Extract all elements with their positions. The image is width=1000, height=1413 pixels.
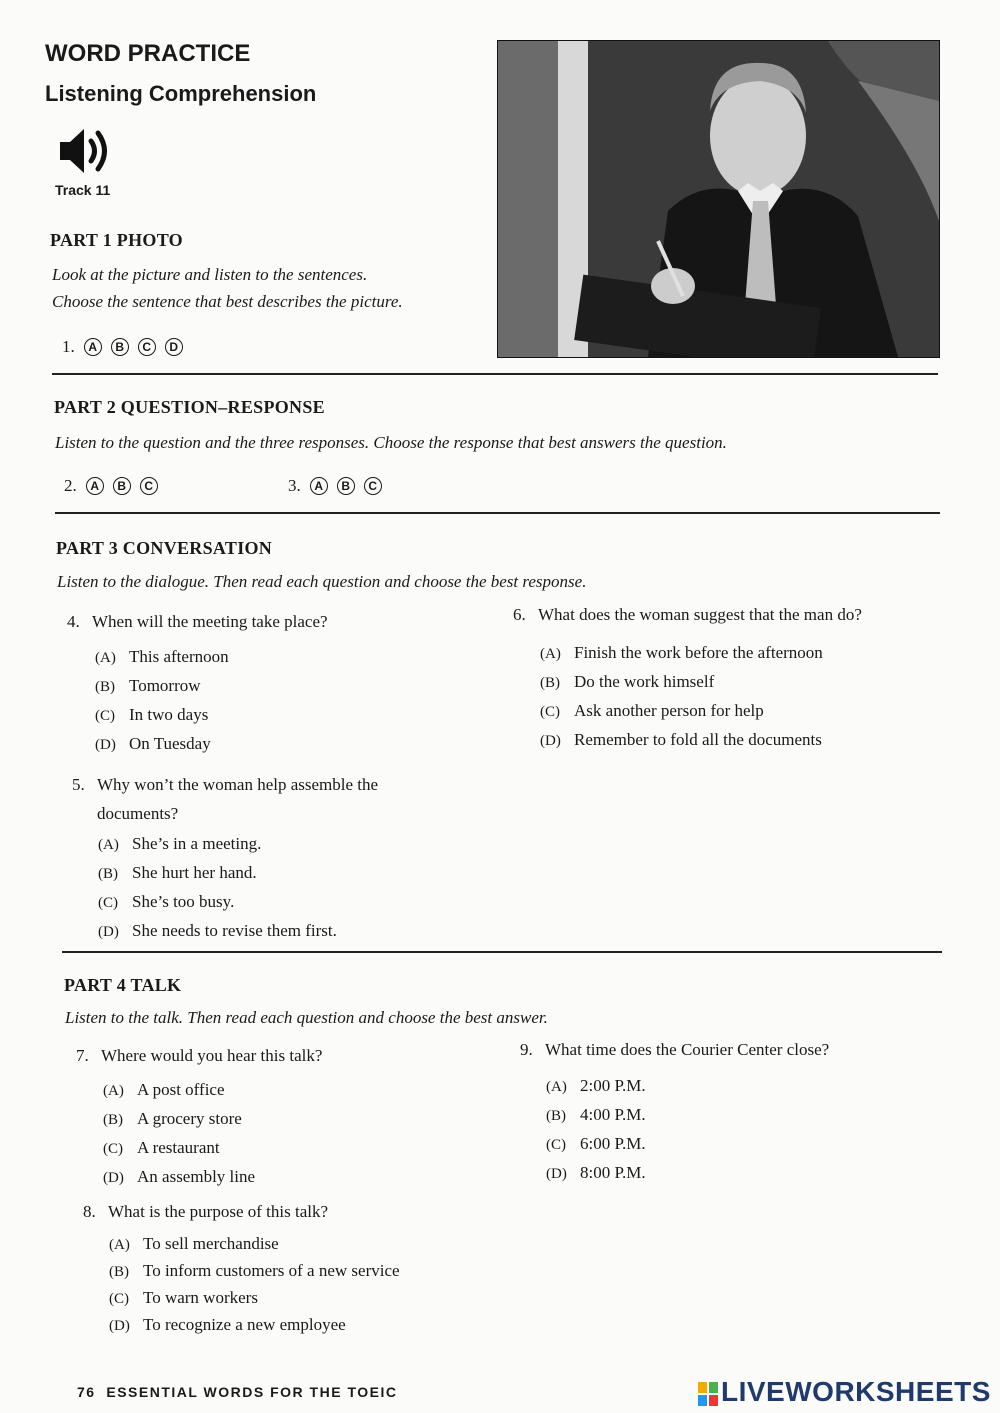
option-text: An assembly line (137, 1167, 256, 1186)
part1-heading: PART 1 PHOTO (50, 230, 183, 250)
option-6c[interactable] (540, 697, 823, 726)
part2-heading: PART 2 QUESTION–RESPONSE (54, 397, 325, 417)
option-letter: (C) (109, 1291, 129, 1307)
item-number: 2. (64, 476, 77, 495)
option-text: She’s too busy. (132, 892, 235, 911)
option-text: Tomorrow (129, 676, 201, 695)
options-6 (540, 639, 823, 755)
option-9b[interactable] (546, 1101, 646, 1130)
option-text: Ask another person for help (574, 701, 764, 720)
question-number: 6. (513, 605, 526, 624)
option-text: Finish the work before the afternoon (574, 643, 823, 662)
option-text: Remember to fold all the documents (574, 730, 822, 749)
option-letter: (B) (109, 1264, 129, 1280)
question-number: 4. (67, 612, 80, 631)
brand-text: LIVEWORKSHEETS (721, 1376, 991, 1407)
divider (55, 512, 940, 514)
option-letter: (C) (95, 708, 115, 724)
option-letter: (D) (109, 1318, 130, 1334)
option-text: To recognize a new employee (143, 1315, 346, 1334)
option-letter: (C) (546, 1137, 566, 1153)
page-footer (77, 1384, 397, 1400)
choice-bubble-2a[interactable]: A (86, 477, 104, 495)
question-number: 8. (83, 1202, 96, 1221)
question-text: What time does the Courier Center close? (545, 1040, 830, 1059)
option-letter: (C) (103, 1141, 123, 1157)
brand-logo[interactable] (697, 1376, 991, 1408)
option-8d[interactable] (109, 1312, 400, 1339)
options-9 (546, 1072, 646, 1188)
option-text: This afternoon (129, 647, 229, 666)
option-letter: (B) (546, 1108, 566, 1124)
option-letter: (A) (546, 1079, 567, 1095)
option-letter: (B) (98, 866, 118, 882)
option-text: 2:00 P.M. (580, 1076, 646, 1095)
option-5a[interactable] (98, 830, 337, 859)
option-text: To sell merchandise (143, 1234, 279, 1253)
options-7 (103, 1076, 255, 1192)
option-letter: (D) (540, 733, 561, 749)
answer-row-3 (288, 476, 382, 496)
question-text: Why won’t the woman help assemble the (97, 775, 379, 794)
option-letter: (D) (103, 1170, 124, 1186)
option-letter: (D) (95, 737, 116, 753)
page-subtitle: Listening Comprehension (45, 81, 317, 106)
option-letter: (B) (540, 675, 560, 691)
option-5b[interactable] (98, 859, 337, 888)
option-9c[interactable] (546, 1130, 646, 1159)
option-text: A restaurant (137, 1138, 220, 1157)
item-number: 3. (288, 476, 301, 495)
option-text: Do the work himself (574, 672, 715, 691)
option-6a[interactable] (540, 639, 823, 668)
answer-row-2 (64, 476, 158, 496)
divider (62, 951, 942, 953)
speaker-icon[interactable] (56, 124, 118, 178)
question-8 (83, 1202, 328, 1222)
option-letter: (B) (95, 679, 115, 695)
choice-bubble-1c[interactable]: C (138, 338, 156, 356)
question-number: 9. (520, 1040, 533, 1059)
part4-heading: PART 4 TALK (64, 975, 182, 995)
question-text-cont: documents? (97, 804, 179, 823)
option-text: On Tuesday (129, 734, 211, 753)
option-text: In two days (129, 705, 209, 724)
part1-instruction-line2: Choose the sentence that best describes the picture. (52, 292, 403, 311)
choice-bubble-3c[interactable]: C (364, 477, 382, 495)
option-letter: (A) (109, 1237, 130, 1253)
choice-bubble-3a[interactable]: A (310, 477, 328, 495)
question-text: What does the woman suggest that the man do? (538, 605, 862, 624)
option-9d[interactable] (546, 1159, 646, 1188)
option-text: She’s in a meeting. (132, 834, 262, 853)
choice-bubble-1d[interactable]: D (165, 338, 183, 356)
choice-bubble-3b[interactable]: B (337, 477, 355, 495)
answer-row-1 (62, 337, 183, 357)
question-7 (76, 1046, 322, 1066)
option-letter: (C) (540, 704, 560, 720)
part1-instructions (52, 261, 403, 315)
option-4c[interactable] (95, 701, 229, 730)
question-number: 5. (72, 775, 85, 794)
track-label: Track 11 (55, 182, 111, 198)
divider (52, 373, 938, 375)
option-7a[interactable] (103, 1076, 255, 1105)
option-8b[interactable] (109, 1258, 400, 1285)
options-4 (95, 643, 229, 759)
option-letter: (C) (98, 895, 118, 911)
option-5d[interactable] (98, 917, 337, 946)
option-text: 6:00 P.M. (580, 1134, 646, 1153)
option-7c[interactable] (103, 1134, 255, 1163)
question-5 (72, 770, 378, 828)
question-text: When will the meeting take place? (92, 612, 328, 631)
part3-heading: PART 3 CONVERSATION (56, 538, 273, 558)
option-4d[interactable] (95, 730, 229, 759)
option-8c[interactable] (109, 1285, 400, 1312)
option-5c[interactable] (98, 888, 337, 917)
choice-bubble-2c[interactable]: C (140, 477, 158, 495)
option-text: A post office (137, 1080, 225, 1099)
question-number: 7. (76, 1046, 89, 1065)
option-text: To inform customers of a new service (143, 1261, 400, 1280)
question-9 (520, 1040, 829, 1060)
option-text: She needs to revise them first. (132, 921, 337, 940)
option-letter: (A) (103, 1083, 124, 1099)
book-title: ESSENTIAL WORDS FOR THE TOEIC (106, 1384, 398, 1400)
choice-bubble-1a[interactable]: A (84, 338, 102, 356)
option-letter: (D) (546, 1166, 567, 1182)
option-letter: (A) (98, 837, 119, 853)
option-4b[interactable] (95, 672, 229, 701)
option-9a[interactable] (546, 1072, 646, 1101)
option-7b[interactable] (103, 1105, 255, 1134)
option-letter: (D) (98, 924, 119, 940)
part4-instructions: Listen to the talk. Then read each question and choose the best answer. (65, 1008, 548, 1027)
photo-businessman-writing (497, 40, 940, 358)
option-4a[interactable] (95, 643, 229, 672)
option-text: A grocery store (137, 1109, 242, 1128)
question-text: What is the purpose of this talk? (108, 1202, 329, 1221)
item-number: 1. (62, 337, 75, 356)
part3-instructions: Listen to the dialogue. Then read each question and choose the best response. (57, 572, 587, 591)
liveworksheets-logo-icon (697, 1381, 719, 1407)
option-letter: (A) (95, 650, 116, 666)
options-8 (109, 1231, 400, 1339)
option-text: To warn workers (143, 1288, 258, 1307)
choice-bubble-2b[interactable]: B (113, 477, 131, 495)
options-5 (98, 830, 337, 946)
option-text: She hurt her hand. (132, 863, 257, 882)
question-6 (513, 605, 862, 625)
question-text: Where would you hear this talk? (101, 1046, 323, 1065)
page-title: WORD PRACTICE (45, 40, 251, 67)
option-6d[interactable] (540, 726, 823, 755)
part2-instructions: Listen to the question and the three responses. Choose the response that best answers the question. (55, 433, 727, 452)
question-4 (67, 612, 328, 632)
option-letter: (A) (540, 646, 561, 662)
option-8a[interactable] (109, 1231, 400, 1258)
option-text: 4:00 P.M. (580, 1105, 646, 1124)
page-number: 76 (77, 1384, 96, 1400)
option-6b[interactable] (540, 668, 823, 697)
option-text: 8:00 P.M. (580, 1163, 646, 1182)
part1-instruction-line1: Look at the picture and listen to the sentences. (52, 265, 368, 284)
option-letter: (B) (103, 1112, 123, 1128)
option-7d[interactable] (103, 1163, 255, 1192)
choice-bubble-1b[interactable]: B (111, 338, 129, 356)
